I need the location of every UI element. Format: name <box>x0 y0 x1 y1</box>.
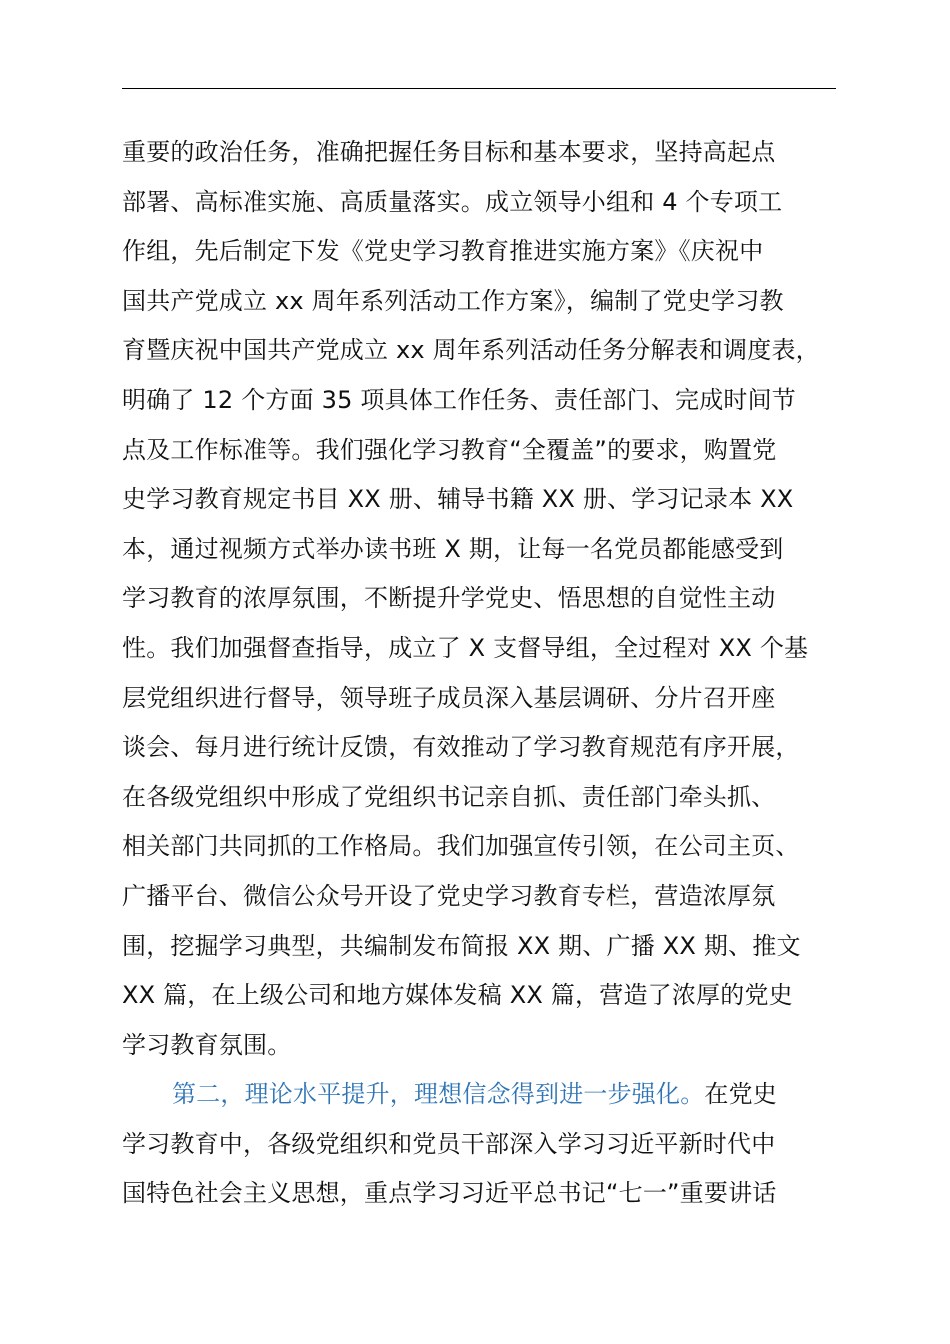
text-line: 层党组织进行督导，领导班子成员深入基层调研、分片召开座 <box>122 683 776 712</box>
text-line: XX 篇，在上级公司和地方媒体发稿 XX 篇，营造了浓厚的党史 <box>122 981 793 1010</box>
header-rule <box>122 88 836 89</box>
text-line: 谈会、每月进行统计反馈，有效推动了学习教育规范有序开展， <box>122 733 800 762</box>
text-line: 本，通过视频方式举办读书班 X 期，让每一名党员都能感受到 <box>122 534 784 563</box>
text-line: 点及工作标准等。我们强化学习教育“全覆盖”的要求，购置党 <box>122 435 777 464</box>
text-line: 学习教育氛围。 <box>122 1030 292 1059</box>
heading-line-rest: 在党史 <box>704 1080 778 1109</box>
text-line: 在各级党组织中形成了党组织书记亲自抓、责任部门牵头抓、 <box>122 782 776 811</box>
text-line: 国共产党成立 xx 周年系列活动工作方案》，编制了党史学习教 <box>122 286 784 315</box>
text-line: 明确了 12 个方面 35 项具体工作任务、责任部门、完成时间节 <box>122 385 796 414</box>
text-line: 育暨庆祝中国共产党成立 xx 周年系列活动任务分解表和调度表， <box>122 336 820 365</box>
text-line: 作组，先后制定下发《党史学习教育推进实施方案》《庆祝中 <box>122 237 764 266</box>
text-line: 部署、高标准实施、高质量落实。成立领导小组和 4 个专项工 <box>122 187 783 216</box>
text-line: 广播平台、微信公众号开设了党史学习教育专栏，营造浓厚氛 <box>122 881 776 910</box>
text-line: 围，挖掘学习典型，共编制发布简报 XX 期、广播 XX 期、推文 <box>122 931 801 960</box>
text-line: 国特色社会主义思想，重点学习习近平总书记“七一”重要讲话 <box>122 1179 777 1208</box>
text-line <box>122 1070 862 1120</box>
text-line: 学习教育中，各级党组织和党员干部深入学习习近平新时代中 <box>122 1129 776 1158</box>
document-body <box>122 128 862 1219</box>
paragraph-2 <box>122 1070 862 1219</box>
text-line: 性。我们加强督查指导，成立了 X 支督导组，全过程对 XX 个基 <box>122 633 809 662</box>
text-line: 学习教育的浓厚氛围，不断提升学党史、悟思想的自觉性主动 <box>122 584 776 613</box>
section-heading: 第二，理论水平提升，理想信念得到进一步强化。 <box>172 1080 705 1109</box>
text-line: 史学习教育规定书目 XX 册、辅导书籍 XX 册、学习记录本 XX <box>122 485 794 514</box>
text-line: 重要的政治任务，准确把握任务目标和基本要求，坚持高起点 <box>122 138 776 166</box>
text-line: 相关部门共同抓的工作格局。我们加强宣传引领，在公司主页、 <box>122 832 800 861</box>
paragraph-1 <box>122 128 862 1070</box>
